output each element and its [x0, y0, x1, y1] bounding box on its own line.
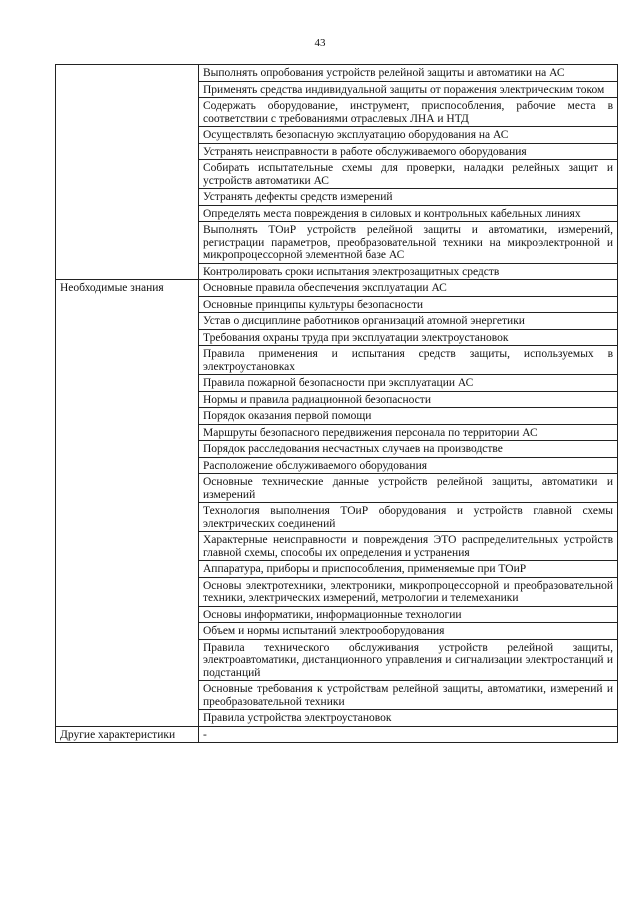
requirement-item: Устав о дисциплине работников организаций атомной энергетики: [199, 313, 618, 330]
table-row: [56, 280, 618, 297]
requirement-item: Выполнять опробования устройств релейной защиты и автоматики на АС: [199, 65, 618, 82]
requirement-item: Собирать испытательные схемы для проверки, наладки релейных защит и устройств автоматики АС: [199, 160, 618, 189]
requirement-item: Устранять дефекты средств измерений: [199, 189, 618, 206]
requirement-item: Применять средства индивидуальной защиты от поражения электрическим током: [199, 81, 618, 98]
requirement-item: Основные требования к устройствам релейной защиты, автоматики, измерений и преобразовательной техники: [199, 681, 618, 710]
requirement-item: Определять места повреждения в силовых и контрольных кабельных линиях: [199, 205, 618, 222]
requirement-item: Контролировать сроки испытания электрозащитных средств: [199, 263, 618, 280]
requirement-item: Правила применения и испытания средств защиты, используемых в электроустановках: [199, 346, 618, 375]
section-label: Необходимые знания: [56, 280, 199, 727]
requirement-item: Характерные неисправности и повреждения ЭТО распределительных устройств главной схемы, способы их определения и устранения: [199, 532, 618, 561]
requirement-item: -: [199, 726, 618, 743]
section-label: [56, 65, 199, 280]
page-number: 43: [314, 37, 326, 49]
requirement-item: Основы электротехники, электроники, микропроцессорной и преобразовательной техники, электрических измерений, метрологии и телемеханики: [199, 577, 618, 606]
requirement-item: Основные технические данные устройств релейной защиты, автоматики и измерений: [199, 474, 618, 503]
requirement-item: Выполнять ТОиР устройств релейной защиты и автоматики, измерений, регистрации параметров, преобразовательной техники на микроэлектронной и микропроцессорной элементной базе АС: [199, 222, 618, 264]
requirement-item: Правила пожарной безопасности при эксплуатации АС: [199, 375, 618, 392]
requirement-item: Объем и нормы испытаний электрооборудования: [199, 623, 618, 640]
requirement-item: Осуществлять безопасную эксплуатацию оборудования на АС: [199, 127, 618, 144]
requirement-item: Порядок расследования несчастных случаев на производстве: [199, 441, 618, 458]
table-row: [56, 65, 618, 82]
requirement-item: Аппаратура, приборы и приспособления, применяемые при ТОиР: [199, 561, 618, 578]
requirement-item: Содержать оборудование, инструмент, приспособления, рабочие места в соответствии с требованиями отраслевых ЛНА и НТД: [199, 98, 618, 127]
requirement-item: Нормы и правила радиационной безопасности: [199, 391, 618, 408]
requirement-item: Маршруты безопасного передвижения персонала по территории АС: [199, 424, 618, 441]
requirement-item: Расположение обслуживаемого оборудования: [199, 457, 618, 474]
section-label: Другие характеристики: [56, 726, 199, 743]
requirement-item: Требования охраны труда при эксплуатации электроустановок: [199, 329, 618, 346]
requirement-item: Основы информатики, информационные технологии: [199, 606, 618, 623]
table-row: [56, 726, 618, 743]
table-body: [56, 65, 618, 743]
requirement-item: Основные правила обеспечения эксплуатации АС: [199, 280, 618, 297]
requirement-item: Порядок оказания первой помощи: [199, 408, 618, 425]
requirement-item: Технология выполнения ТОиР оборудования и устройств главной схемы электрических соединений: [199, 503, 618, 532]
requirements-table: [55, 64, 618, 743]
requirement-item: Правила технического обслуживания устройств релейной защиты, электроавтоматики, дистанционного управления и сигнализации электростанций и подстанций: [199, 639, 618, 681]
requirement-item: Правила устройства электроустановок: [199, 710, 618, 727]
requirement-item: Основные принципы культуры безопасности: [199, 296, 618, 313]
requirement-item: Устранять неисправности в работе обслуживаемого оборудования: [199, 143, 618, 160]
